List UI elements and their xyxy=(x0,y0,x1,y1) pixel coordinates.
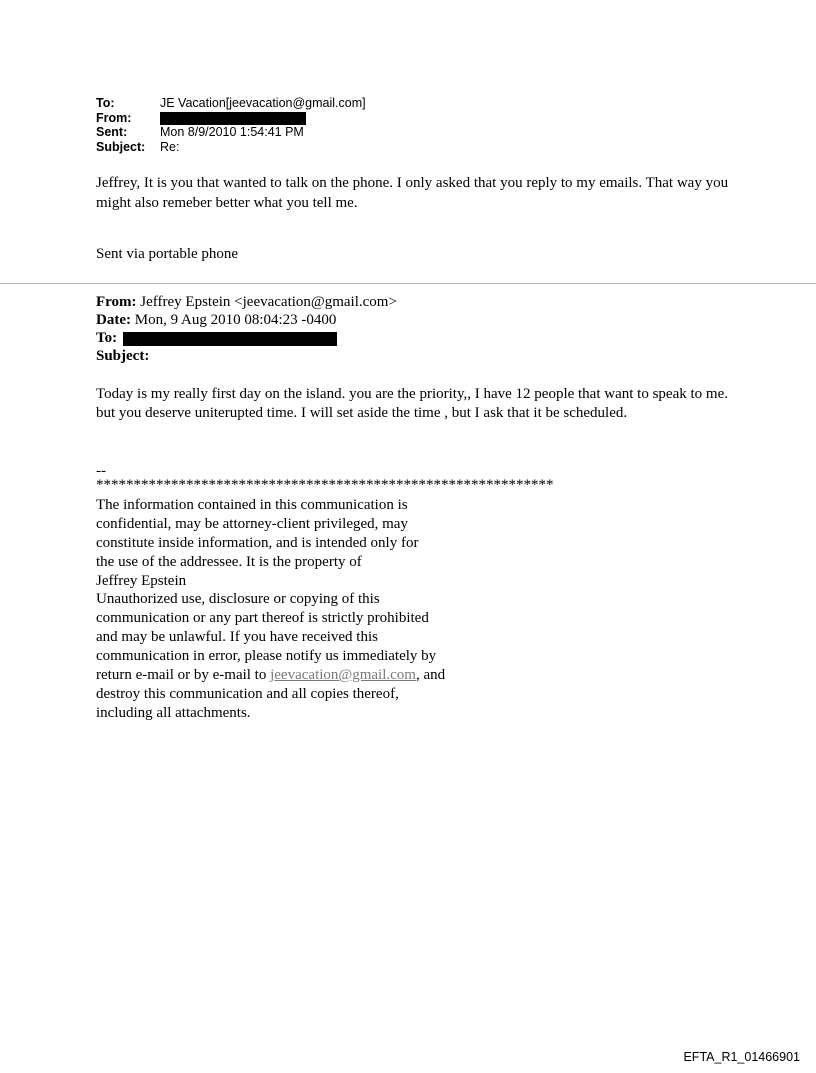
quoted-subject-row xyxy=(96,347,397,365)
disclaimer-line: and may be unlawful. If you have received this xyxy=(96,629,378,646)
disclaimer xyxy=(96,496,516,723)
from-label: From: xyxy=(96,110,132,125)
disclaimer-line: confidential, may be attorney-client privileged, may xyxy=(96,515,408,532)
sent-label: Sent: xyxy=(96,125,128,139)
signature-separator xyxy=(96,462,554,494)
quoted-body: Today is my really first day on the island. you are the priority,, I have 12 people that want to speak to me. but you deserve uniterupted time. I will set aside the time , but I ask that it be scheduled. xyxy=(96,386,728,421)
quoted-from-value: Jeffrey Epstein <jeevacation@gmail.com> xyxy=(136,294,397,310)
header-sent-row xyxy=(96,125,366,140)
email-link[interactable]: jeevacation@gmail.com xyxy=(270,667,416,684)
quoted-from-row xyxy=(96,293,397,311)
disclaimer-text: return e-mail or by e-mail to xyxy=(96,667,271,684)
disclaimer-line: The information contained in this communication is xyxy=(96,497,408,513)
document-id: EFTA_R1_01466901 xyxy=(683,1050,800,1064)
disclaimer-line: Jeffrey Epstein xyxy=(96,572,187,589)
email-header xyxy=(96,96,366,154)
disclaimer-line: communication or any part thereof is strictly prohibited xyxy=(96,610,429,627)
disclaimer-line: destroy this communication and all copies thereof, xyxy=(96,685,399,702)
subject-value: Re: xyxy=(160,139,180,154)
header-from-row xyxy=(96,111,366,126)
message-divider xyxy=(0,283,816,284)
quoted-date-row xyxy=(96,311,397,329)
to-value: JE Vacation[jeevacation@gmail.com] xyxy=(160,96,366,110)
redaction-box xyxy=(123,332,337,346)
quoted-date-value: Mon, 9 Aug 2010 08:04:23 -0400 xyxy=(130,312,337,328)
quoted-from-label: From: xyxy=(96,294,137,310)
disclaimer-line: constitute inside information, and is intended only for xyxy=(96,534,419,551)
disclaimer-text: , and xyxy=(415,667,446,684)
reply-body: Jeffrey, It is you that wanted to talk on the phone. I only asked that you reply to my emails. That way you might also remeber better what you tell me. xyxy=(96,175,729,211)
disclaimer-line: including all attachments. xyxy=(96,704,251,721)
redaction-box xyxy=(160,112,306,125)
dashes: -- xyxy=(96,463,106,479)
to-label: To: xyxy=(96,96,115,110)
sent-value: Mon 8/9/2010 1:54:41 PM xyxy=(160,125,304,139)
disclaimer-line: the use of the addressee. It is the property of xyxy=(96,553,362,570)
asterisk-line: ************************************************************* xyxy=(96,477,554,493)
quoted-header xyxy=(96,293,397,365)
header-subject-row xyxy=(96,140,366,155)
disclaimer-line xyxy=(96,666,516,685)
quoted-to-row xyxy=(96,329,397,347)
disclaimer-line: communication in error, please notify us immediately by xyxy=(96,648,437,665)
quoted-subject-label: Subject: xyxy=(96,348,150,364)
quoted-date-label: Date: xyxy=(96,312,131,328)
disclaimer-line: Unauthorized use, disclosure or copying of this xyxy=(96,591,380,608)
subject-label: Subject: xyxy=(96,139,146,154)
reply-signature: Sent via portable phone xyxy=(96,246,239,262)
quoted-to-label: To: xyxy=(96,330,118,346)
header-to-row xyxy=(96,96,366,111)
